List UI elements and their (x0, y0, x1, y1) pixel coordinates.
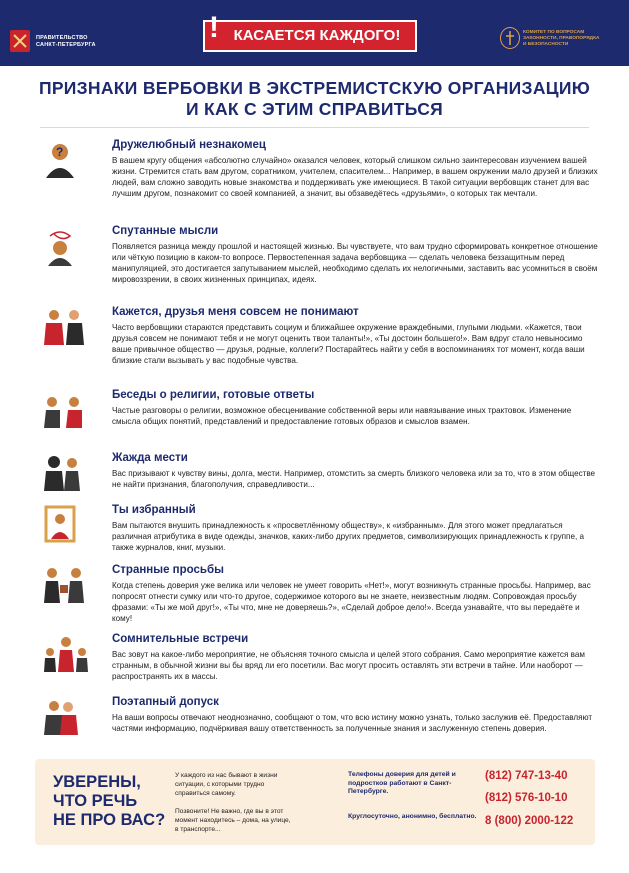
helpline-note: Круглосуточно, анонимно, бесплатно. (348, 813, 477, 820)
title-line-2: И КАК С ЭТИМ СПРАВИТЬСЯ (185, 99, 444, 119)
title-line-1: ПРИЗНАКИ ВЕРБОВКИ В ЭКСТРЕМИСТСКУЮ ОРГАНИЗАЦИЮ (38, 78, 591, 98)
gov-line-1: ПРАВИТЕЛЬСТВО (36, 35, 88, 41)
section-title: Дружелюбный незнакомец (112, 139, 266, 151)
phone-number-2[interactable]: (812) 576-10-10 (485, 792, 568, 804)
phone-number-3[interactable]: 8 (800) 2000-122 (485, 815, 574, 827)
section-title: Странные просьбы (112, 564, 224, 576)
section-body: Вам пытаются внушить принадлежность к «просветлённому обществу», к «избранным». Для этого может предлагаться различная атрибутика в виде одежды, значков, каких-либо других предметов, символизирующих принадлежность к группе, а также журналов, книг, музыки. (112, 521, 584, 553)
revenge-icon (42, 453, 82, 491)
headline-line-2: ЧТО РЕЧЬ (53, 792, 138, 810)
section-body: Вас призывают к чувству вины, долга, мести. Например, отомстить за смерть близкого человека или за то, что в этом обществе не найти признания, благополучия, справедливости... (112, 469, 596, 490)
headline-line-3: НЕ ПРО ВАС? (53, 811, 166, 829)
question-person-icon (42, 140, 78, 178)
section-body: Когда степень доверия уже велика или человек не умеет говорить «Нет!», могут возникнуть странные просьбы. Например, вас попросят отнести сумку или что-то другое, содержимое которого вы не знаете, неизвестным людям. Сопровождая просьбу фразами: «Ты же мой друг!», «Ты что, мне не доверяешь?», «Сделай доброе дело!». Всегда узнавайте, что вы передаёте и кому! (112, 581, 591, 624)
tangled-thoughts-icon (42, 228, 78, 266)
committee-line-1: КОМИТЕТ ПО ВОПРОСАМ (523, 30, 585, 35)
section-body: На ваши вопросы отвечают неоднозначно, сообщают о том, что всю истину можно узнать, только заслужив её. Предоставляют частями информацию, подчёркивая вашу ответственность за полученные знания и заслуженную степень доверия. (112, 713, 593, 734)
section-body: Частые разговоры о религии, возможное обесценивание собственной веры или навязывание иных трактовок. Изменение смысла общих понятий, представлений и предоставление готовых образов и смыслов взамен. (112, 406, 572, 427)
section-body: Вас зовут на какое-либо мероприятие, не объясняя точного смысла и целей этого собрания. Само мероприятие кажется вам странным, в обычной жизни вы бы вряд ли его посетили. Вас могут просить оставлять эти встречи в тайне. Или наоборот — распространять их в массы. (112, 650, 585, 682)
committee-line-3: И БЕЗОПАСНОСТИ (523, 42, 569, 47)
committee-line-2: ЗАКОННОСТИ, ПРАВОПОРЯДКА (523, 36, 600, 41)
section-title: Ты избранный (112, 504, 196, 516)
banner-text: КАСАЕТСЯ КАЖДОГО! (233, 27, 401, 44)
section-body: В вашем кругу общения «абсолютно случайно» оказался человек, который слишком сильно заинтересован изучением вашей жизни. Стремится стать вам другом, соратником, учителем, спасителем... Например, в вашем окружении мало друзей и близких людей, вам сложно заводить новые знакомства и поддерживать уже имеющиеся. В такой ситуации вербовщик станет для вас лучшим другом, познакомит со своей компанией, а значит, вы обзаведётесь «друзьями», о которых так мечтали. (112, 156, 598, 199)
gov-line-2: САНКТ-ПЕТЕРБУРГА (36, 42, 96, 48)
exclamation-icon: ! (209, 11, 219, 44)
committee-label (523, 30, 623, 48)
section-title: Беседы о религии, готовые ответы (112, 389, 315, 401)
help-footer (35, 759, 595, 845)
whispering-icon (42, 697, 82, 735)
footer-text-situations: У каждого из нас бывают в жизни ситуации, с которыми трудно справиться самому. (175, 772, 278, 797)
headline-line-1: УВЕРЕНЫ, (53, 773, 141, 791)
government-emblem-icon (10, 30, 30, 52)
section-body: Часто вербовщики стараются представить социум и ближайшее окружение враждебными, глупыми людьми. «Кажется, твои друзья совсем не понимают тебя и не могут оценить твои таланты!», «Ты достоин большего!». Вам вдруг стало невыносимо ваше привычное общество — друзья, родные, коллеги? Постарайтесь найти у себя в воспоминаниях тот момент, когда ваши близкие стали вызывать у вас подобные чувства. (112, 323, 585, 366)
banner (203, 20, 417, 52)
section-title: Спутанные мысли (112, 225, 219, 237)
section-title: Жажда мести (112, 452, 188, 464)
footer-headline (53, 773, 193, 830)
framed-portrait-icon (42, 505, 78, 543)
conversation-icon (42, 392, 86, 430)
section-title: Кажется, друзья меня совсем не понимают (112, 306, 359, 318)
helpline-label: Телефоны доверия для детей и подростков работают в Санкт-Петербурге. (348, 771, 456, 795)
handing-bag-icon (42, 565, 86, 603)
section-title: Поэтапный допуск (112, 696, 219, 708)
page-title (0, 78, 629, 120)
arguing-people-icon (42, 307, 86, 345)
section-body: Появляется разница между прошлой и настоящей жизнью. Вы чувствуете, что вам трудно сформировать конкретное отношение или чёткую позицию в каком-то вопросе. Первостепенная задача вербовщика — сделать человека беззащитным перед манипуляцией, это достигается запутыванием мыслей, необходимо сделать их нелогичными, заставить вас усомниться в своём мировоззрении, в своих жизненных принципах, идеях. (112, 242, 598, 285)
section-title: Сомнительные встречи (112, 633, 249, 645)
committee-emblem-icon (500, 27, 520, 49)
phone-number-1[interactable]: (812) 747-13-40 (485, 770, 568, 782)
meeting-group-icon (42, 634, 90, 672)
government-label (36, 35, 96, 49)
divider (40, 127, 589, 128)
svg-text:?: ? (56, 145, 64, 159)
footer-text-call: Позвоните! Не важно, где вы в этот момент находитесь – дома, на улице, в транспорте... (175, 808, 291, 833)
header-bar (0, 0, 629, 66)
